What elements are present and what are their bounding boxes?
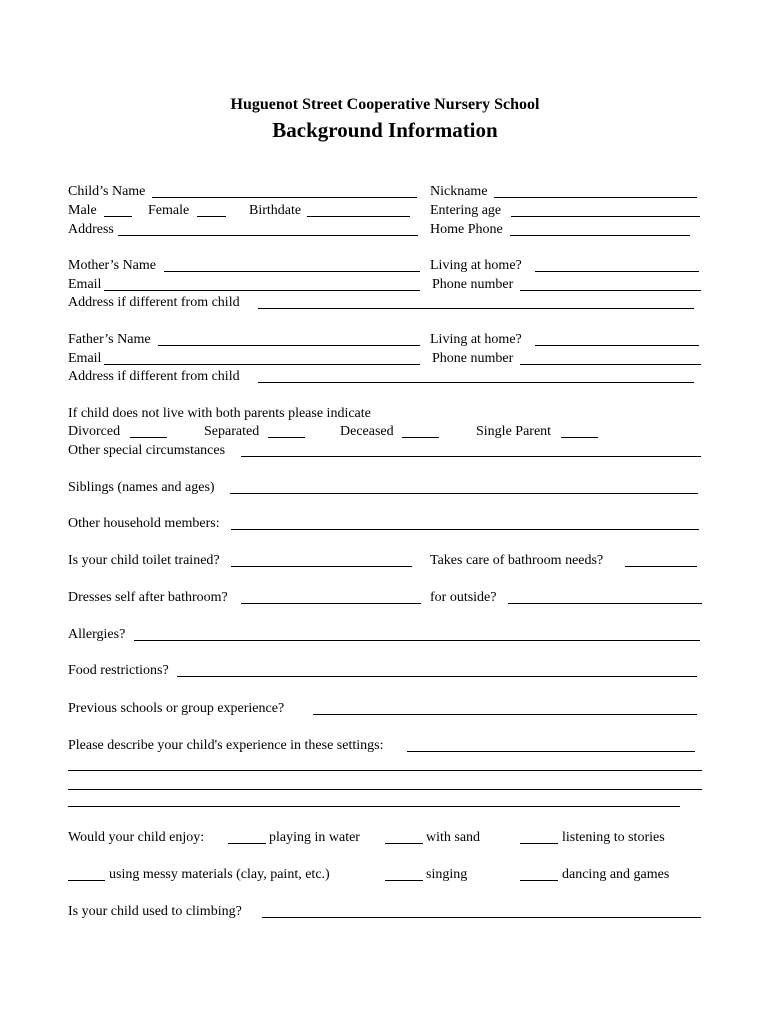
bathroom-needs-field[interactable] <box>625 566 697 567</box>
food-restrictions-field[interactable] <box>177 676 697 677</box>
previous-schools-label: Previous schools or group experience? <box>68 701 285 716</box>
toilet-trained-label: Is your child toilet trained? <box>68 553 220 568</box>
water-label: playing in water <box>269 830 360 845</box>
sand-field[interactable] <box>385 843 423 844</box>
other-circumstances-label: Other special circumstances <box>68 443 226 458</box>
entering-age-field[interactable] <box>511 216 700 217</box>
dancing-field[interactable] <box>520 880 558 881</box>
enjoy-question: Would your child enjoy: <box>68 830 205 845</box>
mother-name-field[interactable] <box>164 271 420 272</box>
father-name-label: Father’s Name <box>68 332 151 347</box>
bathroom-needs-label: Takes care of bathroom needs? <box>430 553 604 568</box>
household-members-field[interactable] <box>231 529 699 530</box>
nickname-field[interactable] <box>494 197 697 198</box>
female-field[interactable] <box>197 216 226 217</box>
mother-name-label: Mother’s Name <box>68 258 156 273</box>
singing-field[interactable] <box>385 880 423 881</box>
male-label: Male <box>68 203 97 218</box>
divorced-field[interactable] <box>130 437 167 438</box>
dresses-self-label: Dresses self after bathroom? <box>68 590 228 605</box>
mother-phone-label: Phone number <box>432 277 514 292</box>
mother-email-field[interactable] <box>104 290 420 291</box>
previous-schools-field[interactable] <box>313 714 697 715</box>
separated-label: Separated <box>204 424 260 439</box>
describe-experience-line-3[interactable] <box>68 789 702 790</box>
toilet-trained-field[interactable] <box>231 566 412 567</box>
mother-living-label: Living at home? <box>430 258 522 273</box>
birthdate-label: Birthdate <box>249 203 302 218</box>
address-field[interactable] <box>118 235 418 236</box>
single-parent-label: Single Parent <box>476 424 552 439</box>
allergies-label: Allergies? <box>68 627 126 642</box>
describe-experience-line-4[interactable] <box>68 806 680 807</box>
singing-label: singing <box>426 867 468 882</box>
stories-label: listening to stories <box>562 830 665 845</box>
father-address-label: Address if different from child <box>68 369 240 384</box>
mother-address-field[interactable] <box>258 308 694 309</box>
deceased-label: Deceased <box>340 424 394 439</box>
home-phone-field[interactable] <box>510 235 690 236</box>
father-phone-label: Phone number <box>432 351 514 366</box>
household-members-label: Other household members: <box>68 516 220 531</box>
other-circumstances-field[interactable] <box>241 456 701 457</box>
dancing-label: dancing and games <box>562 867 670 882</box>
father-living-field[interactable] <box>535 345 699 346</box>
entering-age-label: Entering age <box>430 203 502 218</box>
climbing-label: Is your child used to climbing? <box>68 904 242 919</box>
male-field[interactable] <box>104 216 132 217</box>
mother-email-label: Email <box>68 277 102 292</box>
divorced-label: Divorced <box>68 424 121 439</box>
climbing-field[interactable] <box>262 917 701 918</box>
food-restrictions-label: Food restrictions? <box>68 663 169 678</box>
water-field[interactable] <box>228 843 266 844</box>
father-name-field[interactable] <box>158 345 420 346</box>
father-address-field[interactable] <box>258 382 694 383</box>
messy-label: using messy materials (clay, paint, etc.) <box>109 867 330 882</box>
school-name: Huguenot Street Cooperative Nursery School <box>230 96 540 113</box>
father-phone-field[interactable] <box>520 364 701 365</box>
describe-experience-label: Please describe your child's experience in these settings: <box>68 738 384 753</box>
for-outside-field[interactable] <box>508 603 702 604</box>
child-name-field[interactable] <box>152 197 417 198</box>
siblings-field[interactable] <box>230 493 698 494</box>
nickname-label: Nickname <box>430 184 488 199</box>
stories-field[interactable] <box>520 843 558 844</box>
page-title: Background Information <box>272 118 498 142</box>
mother-phone-field[interactable] <box>520 290 701 291</box>
sand-label: with sand <box>426 830 481 845</box>
describe-experience-line-2[interactable] <box>68 770 702 771</box>
separated-field[interactable] <box>268 437 305 438</box>
birthdate-field[interactable] <box>307 216 410 217</box>
single-parent-field[interactable] <box>561 437 598 438</box>
father-email-label: Email <box>68 351 102 366</box>
father-living-label: Living at home? <box>430 332 522 347</box>
allergies-field[interactable] <box>134 640 700 641</box>
parents-intro: If child does not live with both parents please indicate <box>68 406 371 421</box>
deceased-field[interactable] <box>402 437 439 438</box>
describe-experience-field[interactable] <box>407 751 695 752</box>
address-label: Address <box>68 222 114 237</box>
siblings-label: Siblings (names and ages) <box>68 480 215 495</box>
female-label: Female <box>148 203 190 218</box>
dresses-self-field[interactable] <box>241 603 421 604</box>
messy-field[interactable] <box>68 880 105 881</box>
father-email-field[interactable] <box>104 364 420 365</box>
for-outside-label: for outside? <box>430 590 497 605</box>
mother-address-label: Address if different from child <box>68 295 240 310</box>
home-phone-label: Home Phone <box>430 222 503 237</box>
mother-living-field[interactable] <box>535 271 699 272</box>
child-name-label: Child’s Name <box>68 184 146 199</box>
